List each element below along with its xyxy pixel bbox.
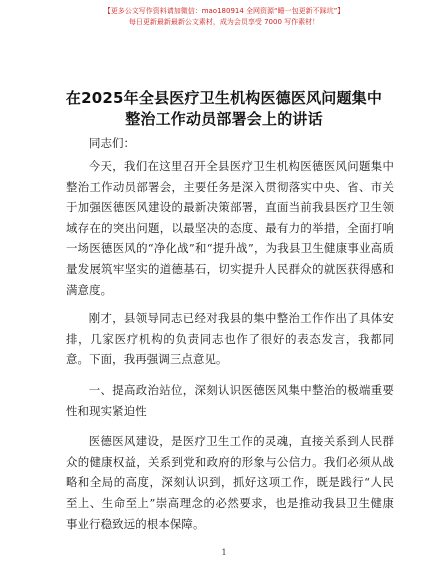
section-heading-1: 一、提高政治站位，深刻认识医德医风集中整治的极端重要性和现实紧迫性: [66, 382, 394, 418]
document-title: [40, 88, 408, 130]
document-body: [66, 156, 394, 534]
paragraph-opening: 今天，我们在这里召开全县医疗卫生机构医德医风问题集中整治工作动员部署会，主要任务是深入贯彻落实中央、省、市关于加强医德医风建设的最新决策部署，直面当前我县医疗卫生领域存在的突出问题，以最坚决的态度、最有力的举措，全面打响一场医德医风的“净化战”和“提升战”，为我县卫生健康事业高质量发展筑牢坚实的道德基石，切实提升人民群众的就医获得感和满意度。: [66, 159, 394, 297]
document-title-line-2: 整治工作动员部署会上的讲话: [125, 110, 323, 128]
promo-banner-line-2: 每日更新最新最新公文素材，成为会员享受 7000 写作素材！: [128, 18, 320, 26]
paragraph-section-1: 医德医风建设，是医疗卫生工作的灵魂，直接关系到人民群众的健康权益，关系到党和政府的形象与公信力。我们必须从战略和全局的高度，深刻认识到，抓好这项工作，既是践行“人民至上、生命至上”崇高理念的必然要求，也是推动我县卫生健康事业行稳致远的根本保障。: [66, 434, 394, 531]
salutation: 同志们：: [89, 136, 135, 150]
paragraph-transition: 刚才，县领导同志已经对我县的集中整治工作作出了具体安排，几家医疗机构的负责同志也作了很好的表态发言，我都同意。下面，我再强调三点意见。: [66, 311, 394, 367]
page-number: 1: [221, 548, 227, 557]
document-title-line-1: 在2025年全县医疗卫生机构医德医风问题集中: [65, 89, 383, 107]
promo-banner-line-1: 【更多公文写作资料请加微信：mao180914 全网资源“睡一包更新不踩坑”】: [103, 7, 345, 15]
